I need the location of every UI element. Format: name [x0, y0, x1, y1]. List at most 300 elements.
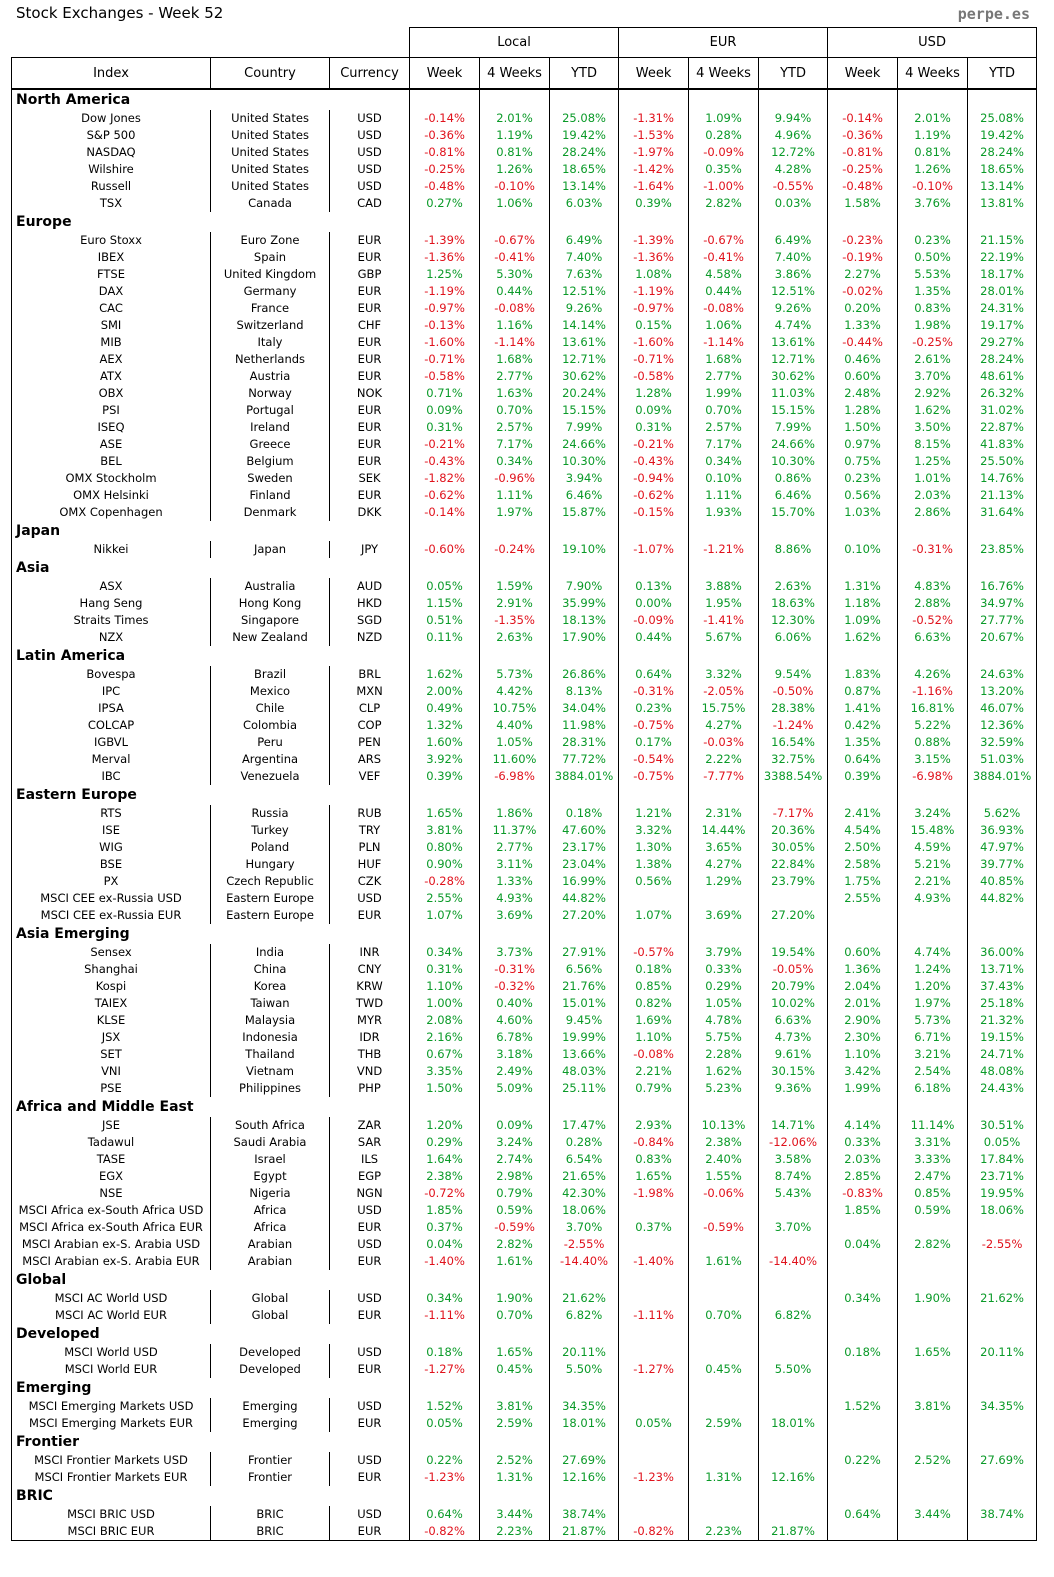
value-cell: 13.14%	[968, 178, 1037, 195]
value-cell: 30.62%	[550, 368, 619, 385]
value-cell: 10.30%	[550, 453, 619, 470]
country-cell: Euro Zone	[211, 232, 330, 249]
value-cell	[689, 1236, 759, 1253]
value-cell: 32.75%	[759, 751, 828, 768]
value-cell: 2.90%	[828, 1012, 898, 1029]
value-cell: 0.20%	[828, 300, 898, 317]
value-cell: -0.24%	[480, 541, 550, 558]
value-cell: -1.97%	[619, 144, 689, 161]
section-spacer-cell	[968, 89, 1037, 110]
value-cell: -0.75%	[619, 717, 689, 734]
value-cell: 0.29%	[689, 978, 759, 995]
value-cell: 0.60%	[828, 944, 898, 961]
value-cell: 1.98%	[898, 317, 968, 334]
section-spacer-cell	[480, 212, 550, 232]
value-cell: 7.40%	[759, 249, 828, 266]
column-header-country: Country	[211, 58, 330, 90]
value-cell: 12.72%	[759, 144, 828, 161]
value-cell: 0.45%	[480, 1361, 550, 1378]
value-cell: 10.75%	[480, 700, 550, 717]
section-spacer-cell	[689, 89, 759, 110]
value-cell: 30.51%	[968, 1117, 1037, 1134]
country-cell: Brazil	[211, 666, 330, 683]
section-spacer-cell	[898, 785, 968, 805]
currency-cell: EUR	[330, 1219, 410, 1236]
value-cell: 3.21%	[898, 1046, 968, 1063]
value-cell: -0.08%	[480, 300, 550, 317]
value-cell: 14.71%	[759, 1117, 828, 1134]
value-cell: 28.38%	[759, 700, 828, 717]
value-cell: 16.76%	[968, 578, 1037, 595]
value-cell: 0.31%	[410, 419, 480, 436]
value-cell: 1.26%	[480, 161, 550, 178]
value-cell: -0.32%	[480, 978, 550, 995]
value-cell: 2.55%	[828, 890, 898, 907]
section-title: Europe	[12, 212, 410, 232]
currency-cell: ZAR	[330, 1117, 410, 1134]
value-cell: 1.60%	[410, 734, 480, 751]
section-spacer-cell	[759, 521, 828, 541]
section-spacer-cell	[898, 1324, 968, 1344]
value-cell: 31.64%	[968, 504, 1037, 521]
value-cell: 1.65%	[619, 1168, 689, 1185]
section-spacer-cell	[898, 1097, 968, 1117]
value-cell: 30.15%	[759, 1063, 828, 1080]
value-cell: 0.39%	[619, 195, 689, 212]
country-cell: Denmark	[211, 504, 330, 521]
table-row	[12, 683, 1037, 700]
table-row	[12, 805, 1037, 822]
value-cell: 44.82%	[550, 890, 619, 907]
value-cell: 3.32%	[689, 666, 759, 683]
value-cell: 2.63%	[480, 629, 550, 646]
table-row	[12, 144, 1037, 161]
value-cell: 3.76%	[898, 195, 968, 212]
country-cell: Developed	[211, 1361, 330, 1378]
section-spacer-cell	[898, 521, 968, 541]
section-spacer-cell	[968, 1432, 1037, 1452]
country-cell: Global	[211, 1307, 330, 1324]
index-name-cell: VNI	[12, 1063, 211, 1080]
value-cell: 1.28%	[619, 385, 689, 402]
index-name-cell: Kospi	[12, 978, 211, 995]
value-cell: -0.71%	[410, 351, 480, 368]
value-cell: 1.26%	[898, 161, 968, 178]
country-cell: Taiwan	[211, 995, 330, 1012]
value-cell: 0.44%	[689, 283, 759, 300]
section-header-row	[12, 1270, 1037, 1290]
table-row	[12, 1029, 1037, 1046]
section-spacer-cell	[759, 212, 828, 232]
value-cell: 12.36%	[968, 717, 1037, 734]
value-cell: 1.97%	[898, 995, 968, 1012]
value-cell: 25.50%	[968, 453, 1037, 470]
group-header-local: Local	[410, 28, 619, 58]
value-cell: 15.75%	[689, 700, 759, 717]
value-cell: 0.37%	[410, 1219, 480, 1236]
value-cell: 2.03%	[828, 1151, 898, 1168]
value-cell: 9.45%	[550, 1012, 619, 1029]
value-cell: 0.09%	[619, 402, 689, 419]
value-cell	[759, 1202, 828, 1219]
index-name-cell: OMX Stockholm	[12, 470, 211, 487]
value-cell: 0.05%	[410, 1415, 480, 1432]
value-cell: -1.16%	[898, 683, 968, 700]
section-spacer-cell	[480, 558, 550, 578]
table-row	[12, 768, 1037, 785]
value-cell: 0.85%	[619, 978, 689, 995]
value-cell: 17.47%	[550, 1117, 619, 1134]
value-cell: 3.15%	[898, 751, 968, 768]
value-cell: 3.50%	[898, 419, 968, 436]
value-cell: 2.59%	[480, 1415, 550, 1432]
index-name-cell: IBEX	[12, 249, 211, 266]
country-cell: Peru	[211, 734, 330, 751]
value-cell: 15.48%	[898, 822, 968, 839]
section-spacer-cell	[689, 558, 759, 578]
value-cell: -0.82%	[410, 1523, 480, 1541]
value-cell: 17.90%	[550, 629, 619, 646]
value-cell: 0.28%	[689, 127, 759, 144]
value-cell: -0.15%	[619, 504, 689, 521]
value-cell: 32.59%	[968, 734, 1037, 751]
table-row	[12, 700, 1037, 717]
section-spacer-cell	[619, 1324, 689, 1344]
value-cell: 1.68%	[689, 351, 759, 368]
index-name-cell: IBC	[12, 768, 211, 785]
currency-cell: EUR	[330, 1523, 410, 1541]
index-name-cell: OBX	[12, 385, 211, 402]
index-name-cell: Russell	[12, 178, 211, 195]
section-spacer-cell	[480, 1378, 550, 1398]
currency-cell: EUR	[330, 283, 410, 300]
value-cell: 2.23%	[480, 1523, 550, 1541]
value-cell: 12.51%	[759, 283, 828, 300]
value-cell: 13.66%	[550, 1046, 619, 1063]
section-title: Eastern Europe	[12, 785, 410, 805]
country-cell: United States	[211, 178, 330, 195]
currency-cell: USD	[330, 1452, 410, 1469]
value-cell: 0.29%	[410, 1134, 480, 1151]
index-name-cell: MSCI BRIC USD	[12, 1506, 211, 1523]
value-cell: 0.82%	[619, 995, 689, 1012]
value-cell: -1.24%	[759, 717, 828, 734]
value-cell: 1.36%	[828, 961, 898, 978]
currency-cell: USD	[330, 1398, 410, 1415]
value-cell: -0.05%	[759, 961, 828, 978]
country-cell: South Africa	[211, 1117, 330, 1134]
currency-cell: USD	[330, 890, 410, 907]
value-cell: 4.54%	[828, 822, 898, 839]
value-cell: 4.93%	[898, 890, 968, 907]
value-cell: 0.35%	[689, 161, 759, 178]
table-row	[12, 751, 1037, 768]
value-cell: 2.98%	[480, 1168, 550, 1185]
group-spacer	[12, 28, 410, 58]
country-cell: Indonesia	[211, 1029, 330, 1046]
section-spacer-cell	[619, 1097, 689, 1117]
value-cell: 5.73%	[898, 1012, 968, 1029]
value-cell: 3.65%	[689, 839, 759, 856]
value-cell: 3.33%	[898, 1151, 968, 1168]
value-cell: 2.41%	[828, 805, 898, 822]
value-cell: -0.67%	[689, 232, 759, 249]
section-spacer-cell	[759, 646, 828, 666]
value-cell: 4.60%	[480, 1012, 550, 1029]
country-cell: Global	[211, 1290, 330, 1307]
section-header-row	[12, 1486, 1037, 1506]
section-spacer-cell	[689, 1486, 759, 1506]
value-cell: 41.83%	[968, 436, 1037, 453]
value-cell: 0.87%	[828, 683, 898, 700]
value-cell: 2.77%	[480, 839, 550, 856]
value-cell: 24.31%	[968, 300, 1037, 317]
index-name-cell: Bovespa	[12, 666, 211, 683]
value-cell: 0.70%	[480, 1307, 550, 1324]
value-cell: 2.40%	[689, 1151, 759, 1168]
currency-cell: EUR	[330, 1307, 410, 1324]
section-spacer-cell	[410, 212, 480, 232]
country-cell: BRIC	[211, 1523, 330, 1541]
value-cell: 3.81%	[480, 1398, 550, 1415]
country-cell: United Kingdom	[211, 266, 330, 283]
value-cell: 3.94%	[550, 470, 619, 487]
section-spacer-cell	[480, 1324, 550, 1344]
section-spacer-cell	[898, 924, 968, 944]
index-name-cell: ASE	[12, 436, 211, 453]
currency-cell: SEK	[330, 470, 410, 487]
table-row	[12, 1151, 1037, 1168]
value-cell: 23.17%	[550, 839, 619, 856]
value-cell: 0.64%	[828, 751, 898, 768]
country-cell: Argentina	[211, 751, 330, 768]
group-header-eur: EUR	[619, 28, 828, 58]
column-header-eur-ytd: YTD	[759, 58, 828, 90]
section-spacer-cell	[550, 1097, 619, 1117]
value-cell: 0.44%	[480, 283, 550, 300]
value-cell	[759, 890, 828, 907]
value-cell: 1.31%	[480, 1469, 550, 1486]
table-row	[12, 487, 1037, 504]
value-cell	[898, 1523, 968, 1541]
value-cell: 8.86%	[759, 541, 828, 558]
value-cell: -0.81%	[828, 144, 898, 161]
value-cell: 18.63%	[759, 595, 828, 612]
table-row	[12, 1415, 1037, 1432]
index-name-cell: MSCI CEE ex-Russia USD	[12, 890, 211, 907]
value-cell: 0.34%	[410, 944, 480, 961]
country-cell: Frontier	[211, 1452, 330, 1469]
stock-exchanges-table	[11, 27, 1037, 1541]
country-cell: India	[211, 944, 330, 961]
value-cell: 11.37%	[480, 822, 550, 839]
section-spacer-cell	[968, 1378, 1037, 1398]
value-cell: 6.49%	[550, 232, 619, 249]
value-cell: 1.07%	[619, 907, 689, 924]
value-cell: 29.27%	[968, 334, 1037, 351]
value-cell: 1.19%	[480, 127, 550, 144]
value-cell: 2.63%	[759, 578, 828, 595]
value-cell: 48.61%	[968, 368, 1037, 385]
index-name-cell: MSCI Emerging Markets EUR	[12, 1415, 211, 1432]
value-cell: 1.97%	[480, 504, 550, 521]
page-title: Stock Exchanges - Week 52	[16, 4, 224, 22]
country-cell: France	[211, 300, 330, 317]
value-cell: 1.05%	[689, 995, 759, 1012]
section-title: Asia	[12, 558, 410, 578]
value-cell	[619, 1506, 689, 1523]
section-spacer-cell	[759, 558, 828, 578]
table-row	[12, 266, 1037, 283]
value-cell: -1.41%	[689, 612, 759, 629]
section-spacer-cell	[480, 1097, 550, 1117]
value-cell: 2.54%	[898, 1063, 968, 1080]
value-cell: 13.61%	[759, 334, 828, 351]
column-header-usd-ytd: YTD	[968, 58, 1037, 90]
currency-cell: EUR	[330, 436, 410, 453]
value-cell: -1.21%	[689, 541, 759, 558]
value-cell: 40.85%	[968, 873, 1037, 890]
value-cell: 0.88%	[898, 734, 968, 751]
section-spacer-cell	[480, 1486, 550, 1506]
value-cell: 0.05%	[968, 1134, 1037, 1151]
index-name-cell: ISE	[12, 822, 211, 839]
value-cell: 3.81%	[410, 822, 480, 839]
value-cell: -0.62%	[410, 487, 480, 504]
value-cell: 1.65%	[410, 805, 480, 822]
section-spacer-cell	[410, 924, 480, 944]
index-name-cell: PSI	[12, 402, 211, 419]
index-name-cell: Merval	[12, 751, 211, 768]
currency-cell: CHF	[330, 317, 410, 334]
value-cell: 0.70%	[480, 402, 550, 419]
value-cell: 0.56%	[828, 487, 898, 504]
index-name-cell: MSCI Africa ex-South Africa EUR	[12, 1219, 211, 1236]
value-cell: -0.31%	[480, 961, 550, 978]
value-cell: 1.41%	[828, 700, 898, 717]
section-spacer-cell	[689, 1324, 759, 1344]
value-cell: 1.86%	[480, 805, 550, 822]
value-cell: 0.22%	[410, 1452, 480, 1469]
section-spacer-cell	[828, 521, 898, 541]
currency-cell: CZK	[330, 873, 410, 890]
value-cell: 5.50%	[550, 1361, 619, 1378]
section-spacer-cell	[898, 1432, 968, 1452]
value-cell	[759, 1290, 828, 1307]
value-cell: 8.13%	[550, 683, 619, 700]
section-spacer-cell	[828, 1378, 898, 1398]
index-name-cell: EGX	[12, 1168, 211, 1185]
index-name-cell: KLSE	[12, 1012, 211, 1029]
value-cell: 23.79%	[759, 873, 828, 890]
value-cell: 0.79%	[480, 1185, 550, 1202]
value-cell: 0.04%	[410, 1236, 480, 1253]
currency-cell: USD	[330, 127, 410, 144]
value-cell: -0.08%	[689, 300, 759, 317]
section-spacer-cell	[480, 646, 550, 666]
section-spacer-cell	[759, 1432, 828, 1452]
country-cell: Chile	[211, 700, 330, 717]
value-cell: 1.24%	[898, 961, 968, 978]
section-spacer-cell	[898, 1270, 968, 1290]
currency-cell: PEN	[330, 734, 410, 751]
value-cell: 6.54%	[550, 1151, 619, 1168]
country-cell: Africa	[211, 1202, 330, 1219]
value-cell: 0.31%	[619, 419, 689, 436]
table-row	[12, 419, 1037, 436]
value-cell	[759, 1506, 828, 1523]
country-cell: Portugal	[211, 402, 330, 419]
value-cell: 0.33%	[689, 961, 759, 978]
section-spacer-cell	[759, 1486, 828, 1506]
table-row	[12, 249, 1037, 266]
value-cell: -1.11%	[619, 1307, 689, 1324]
value-cell: 0.75%	[828, 453, 898, 470]
section-spacer-cell	[898, 1486, 968, 1506]
currency-cell: EUR	[330, 249, 410, 266]
value-cell: 4.96%	[759, 127, 828, 144]
table-row	[12, 1506, 1037, 1523]
section-spacer-cell	[410, 1432, 480, 1452]
section-header-row	[12, 1097, 1037, 1117]
table-row	[12, 283, 1037, 300]
value-cell: 1.62%	[828, 629, 898, 646]
column-group-row	[12, 28, 1037, 58]
table-row	[12, 1236, 1037, 1253]
section-spacer-cell	[410, 1486, 480, 1506]
value-cell: 5.50%	[759, 1361, 828, 1378]
value-cell: 30.05%	[759, 839, 828, 856]
section-spacer-cell	[480, 1270, 550, 1290]
value-cell: -1.00%	[689, 178, 759, 195]
value-cell: 2.16%	[410, 1029, 480, 1046]
value-cell	[828, 1253, 898, 1270]
value-cell: 4.42%	[480, 683, 550, 700]
index-name-cell: MSCI BRIC EUR	[12, 1523, 211, 1541]
value-cell: 1.09%	[828, 612, 898, 629]
country-cell: Hungary	[211, 856, 330, 873]
value-cell: 1.65%	[898, 1344, 968, 1361]
table-row	[12, 1398, 1037, 1415]
value-cell: 13.61%	[550, 334, 619, 351]
value-cell: 1.10%	[619, 1029, 689, 1046]
value-cell: 18.06%	[550, 1202, 619, 1219]
value-cell: 2.01%	[828, 995, 898, 1012]
value-cell: -0.58%	[619, 368, 689, 385]
section-spacer-cell	[619, 1486, 689, 1506]
value-cell: 24.43%	[968, 1080, 1037, 1097]
currency-cell: EUR	[330, 351, 410, 368]
value-cell: 1.85%	[828, 1202, 898, 1219]
index-name-cell: COLCAP	[12, 717, 211, 734]
value-cell: 0.81%	[480, 144, 550, 161]
currency-cell: EUR	[330, 402, 410, 419]
section-spacer-cell	[410, 558, 480, 578]
value-cell	[759, 1452, 828, 1469]
value-cell: 2.47%	[898, 1168, 968, 1185]
table-row	[12, 1452, 1037, 1469]
value-cell: 2.92%	[898, 385, 968, 402]
index-name-cell: Tadawul	[12, 1134, 211, 1151]
country-cell: Norway	[211, 385, 330, 402]
value-cell: 6.03%	[550, 195, 619, 212]
value-cell	[689, 1290, 759, 1307]
value-cell: -1.19%	[410, 283, 480, 300]
table-row	[12, 436, 1037, 453]
section-spacer-cell	[689, 646, 759, 666]
value-cell: -0.21%	[410, 436, 480, 453]
value-cell: 3.88%	[689, 578, 759, 595]
